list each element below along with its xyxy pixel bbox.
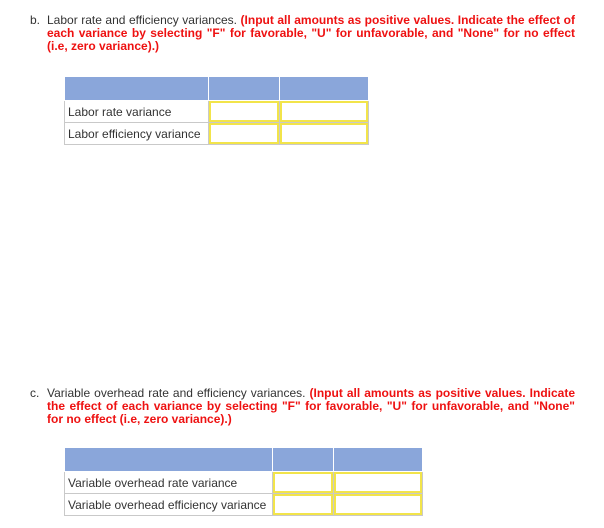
overhead-rate-effect-select[interactable] bbox=[334, 472, 422, 493]
labor-rate-effect-select[interactable] bbox=[280, 101, 368, 122]
table-row bbox=[65, 101, 369, 123]
question-b bbox=[30, 14, 575, 53]
effect-cell bbox=[280, 101, 369, 123]
labor-rate-amount-input[interactable] bbox=[209, 101, 279, 122]
table-row bbox=[65, 123, 369, 145]
effect-cell bbox=[334, 494, 423, 516]
question-c-text bbox=[47, 387, 575, 426]
question-c-prompt: Variable overhead rate and efficiency variances. bbox=[47, 386, 306, 400]
header-cell-amount bbox=[273, 448, 334, 472]
amount-cell bbox=[209, 101, 280, 123]
question-b-prompt: Labor rate and efficiency variances. bbox=[47, 13, 237, 27]
effect-cell bbox=[334, 472, 423, 494]
question-c bbox=[30, 387, 575, 426]
table-header-row bbox=[65, 448, 423, 472]
row-label-overhead-efficiency-variance: Variable overhead efficiency variance bbox=[65, 494, 273, 516]
overhead-efficiency-amount-input[interactable] bbox=[273, 494, 333, 515]
row-label-labor-rate-variance: Labor rate variance bbox=[65, 101, 209, 123]
amount-cell bbox=[209, 123, 280, 145]
labor-efficiency-amount-input[interactable] bbox=[209, 123, 279, 144]
question-b-text bbox=[47, 14, 575, 53]
question-b-instruction: (Input all amounts as positive values. Indicate the effect of each variance by selecting "F" for favorable, "U" for unfavorable, and "None" for no effect (i.e, zero variance).) bbox=[47, 13, 575, 53]
row-label-overhead-rate-variance: Variable overhead rate variance bbox=[65, 472, 273, 494]
header-cell-label bbox=[65, 448, 273, 472]
overhead-efficiency-effect-select[interactable] bbox=[334, 494, 422, 515]
table-row bbox=[65, 472, 423, 494]
question-b-marker: b. bbox=[30, 13, 41, 27]
question-c-instruction: (Input all amounts as positive values. Indicate the effect of each variance by selecting "F" for favorable, "U" for unfavorable, and "None" for no effect (i.e, zero variance).) bbox=[47, 386, 575, 426]
header-cell-effect bbox=[280, 77, 369, 101]
overhead-rate-amount-input[interactable] bbox=[273, 472, 333, 493]
header-cell-amount bbox=[209, 77, 280, 101]
effect-cell bbox=[280, 123, 369, 145]
table-row bbox=[65, 494, 423, 516]
labor-variance-table bbox=[64, 76, 369, 145]
table-header-row bbox=[65, 77, 369, 101]
question-c-marker: c. bbox=[30, 386, 40, 400]
amount-cell bbox=[273, 494, 334, 516]
header-cell-label bbox=[65, 77, 209, 101]
overhead-variance-table bbox=[64, 447, 423, 516]
row-label-labor-efficiency-variance: Labor efficiency variance bbox=[65, 123, 209, 145]
amount-cell bbox=[273, 472, 334, 494]
labor-efficiency-effect-select[interactable] bbox=[280, 123, 368, 144]
header-cell-effect bbox=[334, 448, 423, 472]
